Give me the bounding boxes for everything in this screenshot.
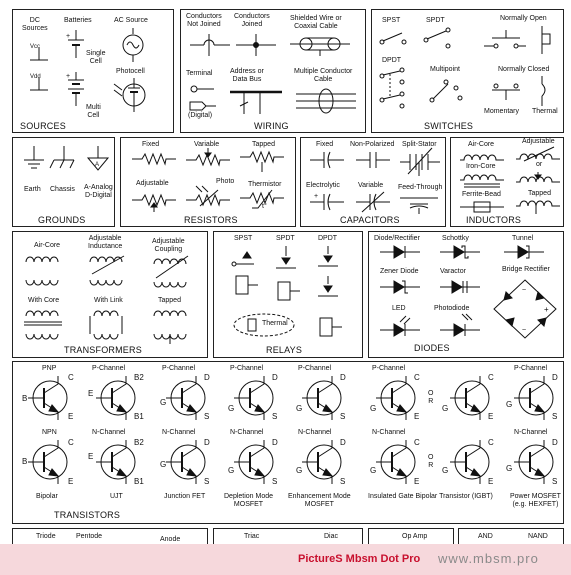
spst-relay-label: SPST xyxy=(234,235,253,242)
terminal-label: Terminal xyxy=(186,70,213,77)
enh-n-pin-s: S xyxy=(340,477,346,486)
adjustable-inductance-label: Adjustable Inductance xyxy=(88,235,123,250)
ferrite-bead-label: Ferrite-Bead xyxy=(462,191,501,198)
grounds-title: GROUNDS xyxy=(38,215,86,225)
igbt-alt-p-transistor-icon xyxy=(450,376,489,420)
dpdt-switch-label: DPDT xyxy=(382,57,402,64)
svg-text:+: + xyxy=(66,73,71,80)
spst-switch-label: SPST xyxy=(382,17,401,24)
nand-gate-label: NAND xyxy=(528,533,548,540)
or-label-top: O R xyxy=(428,390,434,405)
enh-n-pin-d: D xyxy=(340,438,346,447)
power-p-transistor-icon xyxy=(514,376,553,420)
tapped-transformer-label: Tapped xyxy=(158,297,181,304)
enhancement-n-transistor-icon xyxy=(302,440,341,484)
dep-p-pin-d: D xyxy=(272,373,278,382)
variable-resistor-label: Variable xyxy=(194,141,220,148)
pwr-n-pin-s: S xyxy=(552,477,558,486)
ujt-p-transistor-icon xyxy=(96,376,135,420)
enh-n-pin-g: G xyxy=(296,466,303,475)
address-bus-label: Address or Data Bus xyxy=(230,68,264,83)
diac-label: Diac xyxy=(324,533,339,540)
resistors-title: RESISTORS xyxy=(184,215,238,225)
zener-label: Zener Diode xyxy=(380,268,419,275)
joined-label: Conductors Joined xyxy=(234,13,270,28)
igbt2-p-pin-c: C xyxy=(488,373,494,382)
thermal-relay-label: Thermal xyxy=(262,320,288,327)
normally-closed-label: Normally Closed xyxy=(498,66,550,73)
photo-resistor-label: Photo xyxy=(216,178,235,185)
bridge-rectifier-label: Bridge Rectifier xyxy=(502,266,550,273)
power-p-channel-label: P-Channel xyxy=(514,365,548,372)
anode-label: Anode xyxy=(160,536,181,543)
ujt-n-channel-label: N-Channel xyxy=(92,429,126,436)
split-stator-label: Split-Stator xyxy=(402,141,437,148)
switches-title: SWITCHES xyxy=(424,121,474,131)
ground-a-letter: A xyxy=(95,162,100,168)
npn-label: NPN xyxy=(42,429,57,436)
spdt-switch-label: SPDT xyxy=(426,17,445,24)
depletion-n-channel-label: N-Channel xyxy=(230,429,264,436)
thermistor-label: Thermistor xyxy=(248,181,282,188)
depletion-p-channel-label: P-Channel xyxy=(230,365,264,372)
ujt-n-transistor-icon xyxy=(96,440,135,484)
ujt-p-channel-label: P-Channel xyxy=(92,365,126,372)
momentary-label: Momentary xyxy=(484,108,520,115)
sources-title: SOURCES xyxy=(20,121,66,131)
adjustable-resistor-label: Adjustable xyxy=(136,180,169,187)
analog-digital-label: A-Analog D-Digital xyxy=(84,184,113,199)
multipoint-label: Multipoint xyxy=(430,66,460,73)
jfet-p-pin-g: G xyxy=(160,398,167,407)
ujt-p-pin-e: E xyxy=(88,389,94,398)
jfet-n-pin-g: G xyxy=(160,460,167,469)
pnp-pin-e: E xyxy=(68,412,74,421)
not-joined-label: Conductors Not Joined xyxy=(186,13,222,28)
jfet-p-transistor-icon xyxy=(166,376,205,420)
wiring-title: WIRING xyxy=(254,121,289,131)
pwr-p-pin-d: D xyxy=(552,373,558,382)
igbt2-p-pin-e: E xyxy=(488,412,494,421)
ujt-p-pin-b1: B1 xyxy=(134,412,144,421)
opamp-label: Op Amp xyxy=(402,533,428,540)
air-core-inductor-label: Air-Core xyxy=(468,141,495,148)
power-mosfet-label: Power MOSFET (e.g. HEXFET) xyxy=(510,493,561,508)
power-n-channel-label: N-Channel xyxy=(514,429,548,436)
enh-p-pin-d: D xyxy=(340,373,346,382)
tunnel-label: Tunnel xyxy=(512,235,534,242)
pwr-n-pin-g: G xyxy=(506,464,513,473)
igbt2-n-pin-g: G xyxy=(442,466,449,475)
fixed-capacitor-label: Fixed xyxy=(316,141,334,148)
thermal-switch-label: Thermal xyxy=(532,108,558,115)
normally-open-label: Normally Open xyxy=(500,15,547,22)
photocell-label: Photocell xyxy=(116,68,145,75)
triac-label: Triac xyxy=(244,533,260,540)
igbt-n-pin-c: C xyxy=(414,438,420,447)
ujt-n-pin-e: E xyxy=(88,452,94,461)
dc-sources-label: DC Sources xyxy=(22,17,48,32)
igbt-n-pin-e: E xyxy=(414,477,420,486)
non-polarized-label: Non-Polarized xyxy=(350,141,395,148)
ujt-n-pin-b1: B1 xyxy=(134,477,144,486)
igbt-alt-n-transistor-icon xyxy=(450,440,489,484)
pwr-n-pin-d: D xyxy=(552,438,558,447)
relays-title: RELAYS xyxy=(266,345,303,355)
with-core-label: With Core xyxy=(28,297,60,304)
diodes-title: DIODES xyxy=(414,343,450,353)
iron-core-label: Iron-Core xyxy=(466,163,496,170)
digital-label: (Digital) xyxy=(188,112,213,119)
power-n-transistor-icon xyxy=(514,440,553,484)
dep-n-pin-g: G xyxy=(228,466,235,475)
air-core-transformer-label: Air-Core xyxy=(34,242,61,249)
svg-text:+: + xyxy=(544,305,549,314)
shielded-label: Shielded Wire or Coaxial Cable xyxy=(290,15,342,30)
pnp-pin-c: C xyxy=(68,373,74,382)
photodiode-label: Photodiode xyxy=(434,305,470,312)
igbt-label: Insulated Gate Bipolar Transistor (IGBT) xyxy=(368,493,493,500)
electrolytic-label: Electrolytic xyxy=(306,182,340,189)
bipolar-label: Bipolar xyxy=(36,493,58,500)
enhancement-p-transistor-icon xyxy=(302,376,341,420)
single-cell-label: Single Cell xyxy=(86,50,106,65)
jfet-n-channel-label: N-Channel xyxy=(162,429,196,436)
adjustable-coupling-label: Adjustable Coupling xyxy=(152,238,185,253)
enhancement-n-channel-label: N-Channel xyxy=(298,429,332,436)
led-label: LED xyxy=(392,305,406,312)
enh-p-pin-g: G xyxy=(296,404,303,413)
npn-pin-e: E xyxy=(68,477,74,486)
igbt-p-pin-e: E xyxy=(414,412,420,421)
vdd-label: Vdd xyxy=(30,74,41,80)
tapped-inductor-label: Tapped xyxy=(528,190,551,197)
igbt2-n-pin-e: E xyxy=(488,477,494,486)
igbt2-n-pin-c: C xyxy=(488,438,494,447)
dep-n-pin-s: S xyxy=(272,477,278,486)
bipolar-p-transistor-icon xyxy=(28,376,67,420)
chassis-label: Chassis xyxy=(50,186,75,193)
tapped-resistor-label: Tapped xyxy=(252,141,275,148)
npn-pin-b: B xyxy=(22,457,28,466)
pnp-label: PNP xyxy=(42,365,57,372)
varactor-label: Varactor xyxy=(440,268,466,275)
thermistor-t-label: t° xyxy=(262,203,267,210)
igbt-p-channel-label: P-Channel xyxy=(372,365,406,372)
svg-text:~: ~ xyxy=(522,287,527,294)
enhancement-label: Enhancement Mode MOSFET xyxy=(288,493,351,508)
vcc-label: Vcc xyxy=(30,44,41,50)
ujt-label: UJT xyxy=(110,493,123,500)
jfet-n-pin-s: S xyxy=(204,477,210,486)
jfet-p-pin-s: S xyxy=(204,412,210,421)
enh-p-pin-s: S xyxy=(340,412,346,421)
jfet-n-pin-d: D xyxy=(204,438,210,447)
triode-label: Triode xyxy=(36,533,56,540)
watermark-url: www.mbsm.pro xyxy=(438,551,539,566)
svg-text:~: ~ xyxy=(522,327,527,334)
inductor-or-label: or xyxy=(536,161,543,168)
spdt-relay-label: SPDT xyxy=(276,235,295,242)
adjustable-inductor-label: Adjustable xyxy=(522,138,555,145)
pnp-pin-b: B xyxy=(22,394,28,403)
igbt-p-transistor-icon xyxy=(376,376,415,420)
feed-through-label: Feed-Through xyxy=(398,184,443,191)
transformers-title: TRANSFORMERS xyxy=(64,345,142,355)
jfet-p-pin-d: D xyxy=(204,373,210,382)
svg-text:+: + xyxy=(66,33,71,40)
multi-cell-label: Multi Cell xyxy=(86,104,101,119)
capacitors-title: CAPACITORS xyxy=(340,215,400,225)
transistors-title: TRANSISTORS xyxy=(54,510,121,520)
earth-label: Earth xyxy=(24,186,41,193)
dep-p-pin-s: S xyxy=(272,412,278,421)
igbt-n-channel-label: N-Channel xyxy=(372,429,406,436)
and-gate-label: AND xyxy=(478,533,493,540)
jfet-p-channel-label: P-Channel xyxy=(162,365,196,372)
dpdt-relay-label: DPDT xyxy=(318,235,338,242)
multiple-conductor-label: Multiple Conductor Cable xyxy=(294,68,353,83)
pentode-label: Pentode xyxy=(76,533,103,540)
depletion-n-transistor-icon xyxy=(234,440,273,484)
ac-source-label: AC Source xyxy=(114,17,148,24)
fixed-resistor-label: Fixed xyxy=(142,141,160,148)
ujt-p-pin-b2: B2 xyxy=(134,373,144,382)
igbt-n-pin-g: G xyxy=(370,466,377,475)
jfet-label: Junction FET xyxy=(164,493,206,500)
bipolar-n-transistor-icon xyxy=(28,440,67,484)
watermark-text: PictureS Mbsm Dot Pro xyxy=(298,553,421,565)
pwr-p-pin-g: G xyxy=(506,400,513,409)
depletion-p-transistor-icon xyxy=(234,376,273,420)
or-label-bottom: O R xyxy=(428,454,434,469)
svg-text:+: + xyxy=(314,193,319,200)
jfet-n-transistor-icon xyxy=(166,440,205,484)
igbt2-p-pin-g: G xyxy=(442,404,449,413)
ujt-n-pin-b2: B2 xyxy=(134,438,144,447)
variable-capacitor-label: Variable xyxy=(358,182,384,189)
depletion-label: Depletion Mode MOSFET xyxy=(224,493,274,508)
igbt-n-transistor-icon xyxy=(376,440,415,484)
igbt-p-pin-c: C xyxy=(414,373,420,382)
pwr-p-pin-s: S xyxy=(552,412,558,421)
rectifier-label: Diode/Rectifier xyxy=(374,235,420,242)
batteries-label: Batteries xyxy=(64,17,92,24)
igbt-p-pin-g: G xyxy=(370,404,377,413)
inductors-title: INDUCTORS xyxy=(466,215,522,225)
dep-n-pin-d: D xyxy=(272,438,278,447)
dep-p-pin-g: G xyxy=(228,404,235,413)
with-link-label: With Link xyxy=(94,297,123,304)
npn-pin-c: C xyxy=(68,438,74,447)
schottky-label: Schottky xyxy=(442,235,469,242)
enhancement-p-channel-label: P-Channel xyxy=(298,365,332,372)
